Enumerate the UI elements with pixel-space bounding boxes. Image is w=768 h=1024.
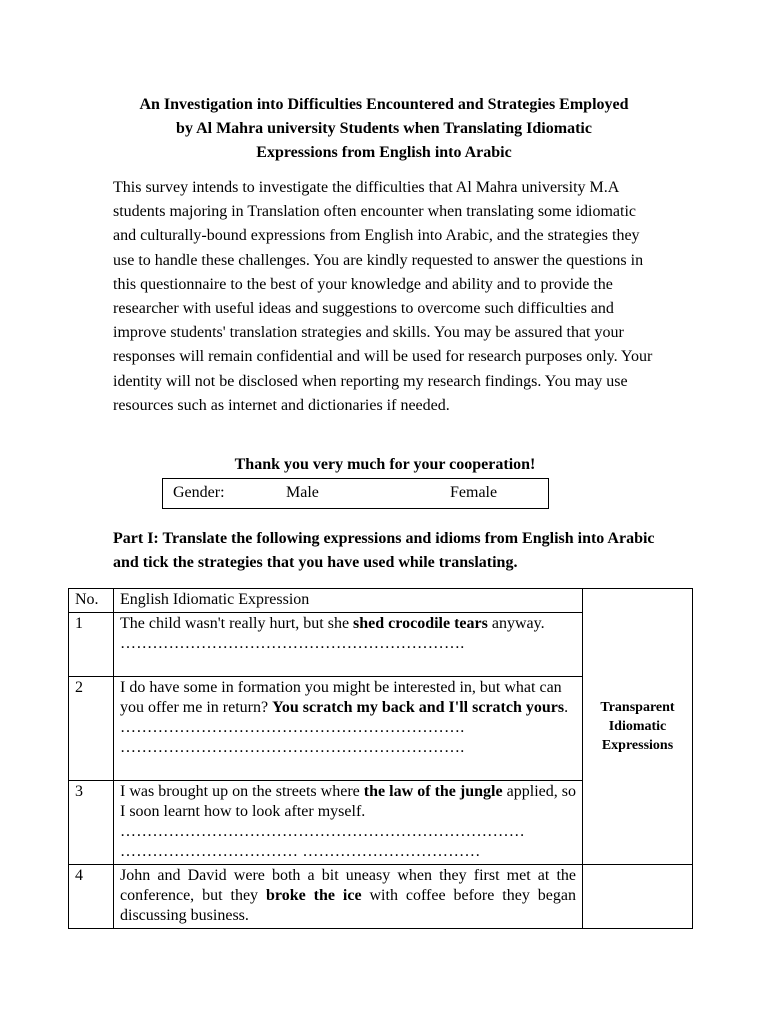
answer-line[interactable]: …………………………… …………………………… [120,843,481,860]
table-row [69,865,693,929]
thanks-note: Thank you very much for your cooperation! [234,456,536,473]
gender-option-female[interactable]: Female [450,484,498,501]
expression-pre: John and David were both a bit uneasy when they first met at the conference, but they [120,867,576,904]
category-line-3: Expressions [601,737,674,753]
title-line-1: An Investigation into Difficulties Encountered and Strategies Employed [139,96,629,113]
row-no: 1 [69,613,114,677]
idiom-highlight: the law of the jungle [363,783,503,800]
row-expression [114,781,583,865]
expression-pre: I was brought up on the streets where [120,783,364,800]
intro-text: This survey intends to investigate the difficulties that Al Mahra university M.A students majoring in Translation often encounter when translating some idiomatic and culturally-bound expressions from English into Arabic, and the strategies they use to handle these challenges. You are kindly requested to answer the questions in this questionnaire to the best of your knowledge and ability and to provide the researcher with useful ideas and suggestions to overcome such difficulties and improve students' translation strategies and skills. You may be assured that your responses will remain confidential and will be used for research purposes only. Your identity will not be disclosed when reporting my research findings. You may use resources such as internet and dictionaries if needed. [113,179,653,414]
row-expression [114,677,583,781]
row-no: 3 [69,781,114,865]
title-line-3: Expressions from English into Arabic [256,144,512,161]
expression-post: with coffee before they began discussing business. [120,887,577,924]
row-expression [114,865,583,929]
row-no: 4 [69,865,114,929]
answer-line[interactable]: ………………………………………………………. [120,635,465,652]
answer-line[interactable]: ………………………………………………………. [120,739,465,756]
idiom-highlight: broke the ice [265,887,362,904]
gender-label: Gender: [173,484,225,501]
table-header-row [69,589,693,613]
expression-post: anyway. [487,615,545,632]
expression-post: applied, so I soon learnt how to look after myself. [120,783,577,820]
category-cell [583,589,693,865]
gender-option-male[interactable]: Male [286,484,319,501]
row-expression [114,613,583,677]
idioms-table [68,588,693,929]
part-one-instructions: Part I: Translate the following expressions and idioms from English into Arabic and tick the strategies that you have used while translating. [113,530,655,571]
document-title [100,93,668,165]
answer-line[interactable]: ………………………………………………………………… [120,823,525,840]
gender-box [162,478,549,509]
expression-pre: I do have some in formation you might be interested in, but what can you offer me in return? [120,679,562,716]
category-line-2: Idiomatic [608,718,667,734]
row-no: 2 [69,677,114,781]
expression-pre: The child wasn't really hurt, but she [120,615,354,632]
header-no: No. [69,589,114,613]
answer-line[interactable]: ………………………………………………………. [120,719,465,736]
idiom-highlight: shed crocodile tears [353,615,488,632]
idiom-highlight: You scratch my back and I'll scratch yours [272,699,565,716]
intro-paragraph [113,176,658,418]
header-expression: English Idiomatic Expression [114,589,583,613]
expression-post: . [564,699,569,716]
category-line-1: Transparent [600,699,675,715]
title-line-2: by Al Mahra university Students when Translating Idiomatic [176,120,592,137]
category-cell-empty [583,865,693,929]
